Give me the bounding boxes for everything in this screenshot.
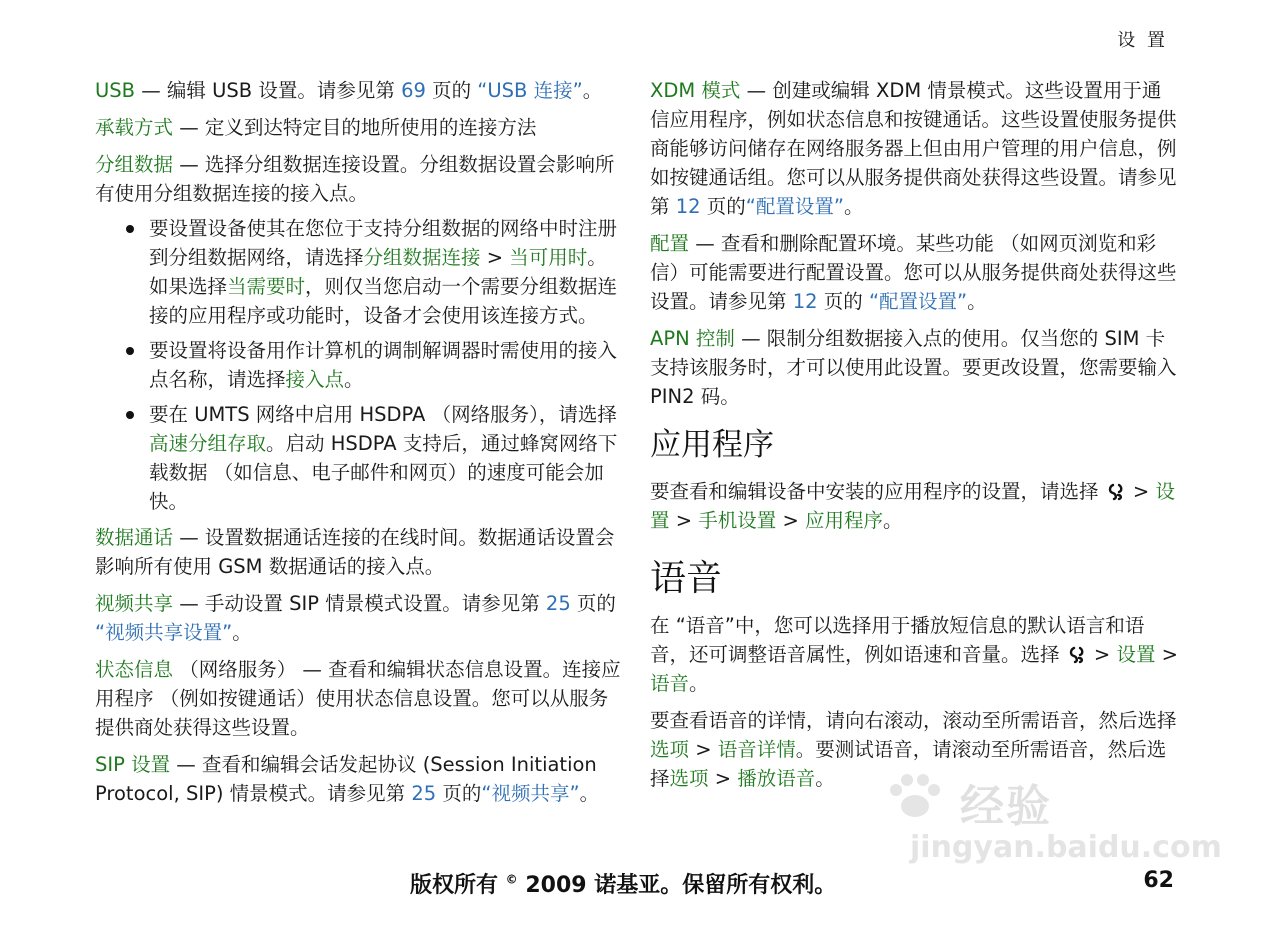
config-text-mid: 页的 (817, 290, 869, 313)
usb-text: — 编辑 USB 设置。请参见第 (135, 79, 402, 102)
bullet-text: 要设置设备使其在您位于支持分组数据的网络中时注册到分组数据网络，请选择 (149, 217, 618, 269)
section-header: 设 置 (1117, 30, 1168, 51)
video-share-paragraph (95, 589, 625, 647)
xdm-text-mid: 页的 (700, 195, 746, 218)
menu-key-icon (1068, 646, 1086, 664)
footer-copyright (410, 868, 836, 899)
option-phone-settings: 手机设置 (698, 509, 777, 532)
bearer-text: — 定义到达特定目的地所使用的连接方法 (173, 116, 537, 139)
presence-text: （网络服务） — 查看和编辑状态信息设置。连接应用程序 （例如按键通话）使用状态信息设置。您可以从服务提供商处获得这些设置。 (95, 658, 621, 739)
video-share-end: 。 (232, 621, 252, 644)
xdm-text: — 创建或编辑 XDM 情景模式。这些设置用于通信应用程序，例如状态信息和按键通话。这些设置使服务提供商能够访问储存在网络服务器上但由用户管理的用户信息，例如按键通话组。您可以从服务提供商处获得这些设置。请参见第 (650, 79, 1177, 218)
bullet-packet-registration (149, 214, 625, 330)
presence-paragraph (95, 655, 625, 742)
menu-separator: > (1126, 480, 1156, 503)
option-when-needed: 当需要时 (227, 275, 306, 298)
usb-page-link[interactable]: 69 (401, 79, 426, 102)
copyright-symbol: © (505, 872, 518, 887)
left-column (95, 76, 625, 816)
bearer-term: 承载方式 (95, 116, 174, 139)
packet-data-text: — 选择分组数据连接设置。分组数据设置会影响所有使用分组数据连接的接入点。 (95, 153, 615, 205)
watermark-brand: 经验 (960, 781, 1052, 832)
presence-term: 状态信息 (95, 658, 174, 681)
bearer-paragraph (95, 113, 625, 142)
bullet-access-point (149, 336, 625, 394)
video-share-text-mid: 页的 (570, 592, 616, 615)
option-packet-connection: 分组数据连接 (363, 246, 481, 269)
option-applications: 应用程序 (805, 509, 884, 532)
packet-data-paragraph (95, 150, 625, 208)
option-play-voice: 播放语音 (737, 767, 816, 790)
menu-key-icon (1107, 483, 1125, 501)
config-end: 。 (967, 290, 987, 313)
voice-text: 。要测试语音，请滚动至所需语音，然后选择 (650, 738, 1167, 790)
option-settings: 设置 (650, 480, 1175, 532)
option-voice: 语音 (650, 672, 690, 695)
menu-separator: > (708, 767, 738, 790)
xdm-paragraph (650, 76, 1180, 221)
sip-text-mid: 页的 (436, 782, 482, 805)
sip-paragraph (95, 750, 625, 808)
data-call-paragraph (95, 523, 625, 581)
option-voice-details: 语音详情 (717, 738, 796, 761)
usb-text-mid: 页的 (425, 79, 478, 102)
applications-end: 。 (883, 509, 903, 532)
applications-heading: 应用程序 (650, 427, 774, 463)
data-call-term: 数据通话 (95, 526, 174, 549)
right-column (650, 76, 1180, 801)
copyright-text: 版权所有 (410, 873, 506, 898)
config-term: 配置 (650, 232, 690, 255)
voice-text: 在 “语音”中，您可以选择用于播放短信息的默认语言和语音，还可调整语音属性，例如语速和音量。选择 (650, 614, 1145, 666)
data-call-text: — 设置数据通话连接的在线时间。数据通话设置会影响所有使用 GSM 数据通话的接入点。 (95, 526, 615, 578)
sip-text: — 查看和编辑会话发起协议 (Session Initiation Protocol, SIP) 情景模式。请参见第 (95, 753, 597, 805)
config-page-link[interactable]: 12 (792, 290, 818, 313)
packet-data-term: 分组数据 (95, 153, 174, 176)
xdm-config-link[interactable]: “配置设置” (745, 195, 844, 218)
config-settings-link[interactable]: “配置设置” (868, 290, 968, 313)
menu-separator: > (776, 509, 806, 532)
option-hsdpa: 高速分组存取 (149, 432, 267, 455)
usb-end: 。 (582, 79, 603, 102)
usb-connection-link[interactable]: “USB 连接” (477, 79, 583, 102)
video-share-term: 视频共享 (95, 592, 174, 615)
usb-paragraph (95, 76, 625, 105)
applications-paragraph (650, 477, 1180, 535)
voice-text: 要查看语音的详情，请向右滚动，滚动至所需语音，然后选择 (650, 709, 1177, 732)
sip-term: SIP 设置 (95, 753, 171, 776)
bullet-hsdpa (149, 400, 625, 516)
config-paragraph (650, 229, 1180, 316)
bullet-text: 。启动 HSDPA 支持后，通过蜂窝网络下载数据 （如信息、电子邮件和网页）的速度可能会加快。 (149, 432, 618, 513)
packet-data-bullets (95, 214, 625, 516)
option-options: 选项 (669, 767, 709, 790)
page-number: 62 (1143, 868, 1174, 893)
voice-end: 。 (815, 767, 835, 790)
xdm-end: 。 (843, 195, 864, 218)
option-settings: 设置 (1116, 643, 1156, 666)
voice-paragraph-1 (650, 611, 1180, 698)
option-when-available: 当可用时 (509, 246, 588, 269)
menu-separator: > (669, 509, 699, 532)
watermark-url: jingyan.baidu.com (910, 830, 1222, 865)
bullet-text: ，则仅当您启动一个需要分组数据连接的应用程序或功能时，设备才会使用该连接方式。 (149, 275, 618, 327)
video-share-settings-link[interactable]: “视频共享设置” (95, 621, 233, 644)
sip-page-link[interactable]: 25 (411, 782, 437, 805)
bullet-text: 要在 UMTS 网络中启用 HSDPA （网络服务），请选择 (149, 403, 617, 426)
sip-end: 。 (579, 782, 600, 805)
bullet-text: 。 (344, 368, 364, 391)
apn-text: — 限制分组数据接入点的使用。仅当您的 SIM 卡支持该服务时，才可以使用此设置。要更改设置，您需要输入 PIN2 码。 (650, 327, 1177, 408)
menu-separator: > (1155, 643, 1179, 666)
usb-term: USB (95, 79, 136, 102)
bullet-text: 。如果选择 (149, 246, 607, 298)
video-share-page-link[interactable]: 25 (545, 592, 571, 615)
menu-separator: > (689, 738, 718, 761)
xdm-term: XDM 模式 (650, 79, 741, 102)
xdm-page-link[interactable]: 12 (675, 195, 701, 218)
apn-term: APN 控制 (650, 327, 735, 350)
apn-paragraph (650, 324, 1180, 411)
applications-text: 要查看和编辑设备中安装的应用程序的设置，请选择 (650, 480, 1105, 503)
option-access-point: 接入点 (285, 368, 345, 391)
copyright-text: 2009 诺基亚。保留所有权利。 (517, 873, 837, 898)
option-options: 选项 (650, 738, 690, 761)
menu-separator: > (480, 246, 510, 269)
voice-heading: 语音 (650, 558, 723, 599)
bullet-text: 要设置将设备用作计算机的调制解调器时需使用的接入点名称，请选择 (149, 339, 618, 391)
voice-end: 。 (689, 672, 709, 695)
config-text: — 查看和删除配置环境。某些功能 （如网页浏览和彩信）可能需要进行配置设置。您可以从服务提供商处获得这些设置。请参见第 (650, 232, 1177, 313)
sip-video-share-link[interactable]: “视频共享” (481, 782, 580, 805)
voice-paragraph-2 (650, 706, 1180, 793)
video-share-text: — 手动设置 SIP 情景模式设置。请参见第 (173, 592, 546, 615)
menu-separator: > (1087, 643, 1117, 666)
